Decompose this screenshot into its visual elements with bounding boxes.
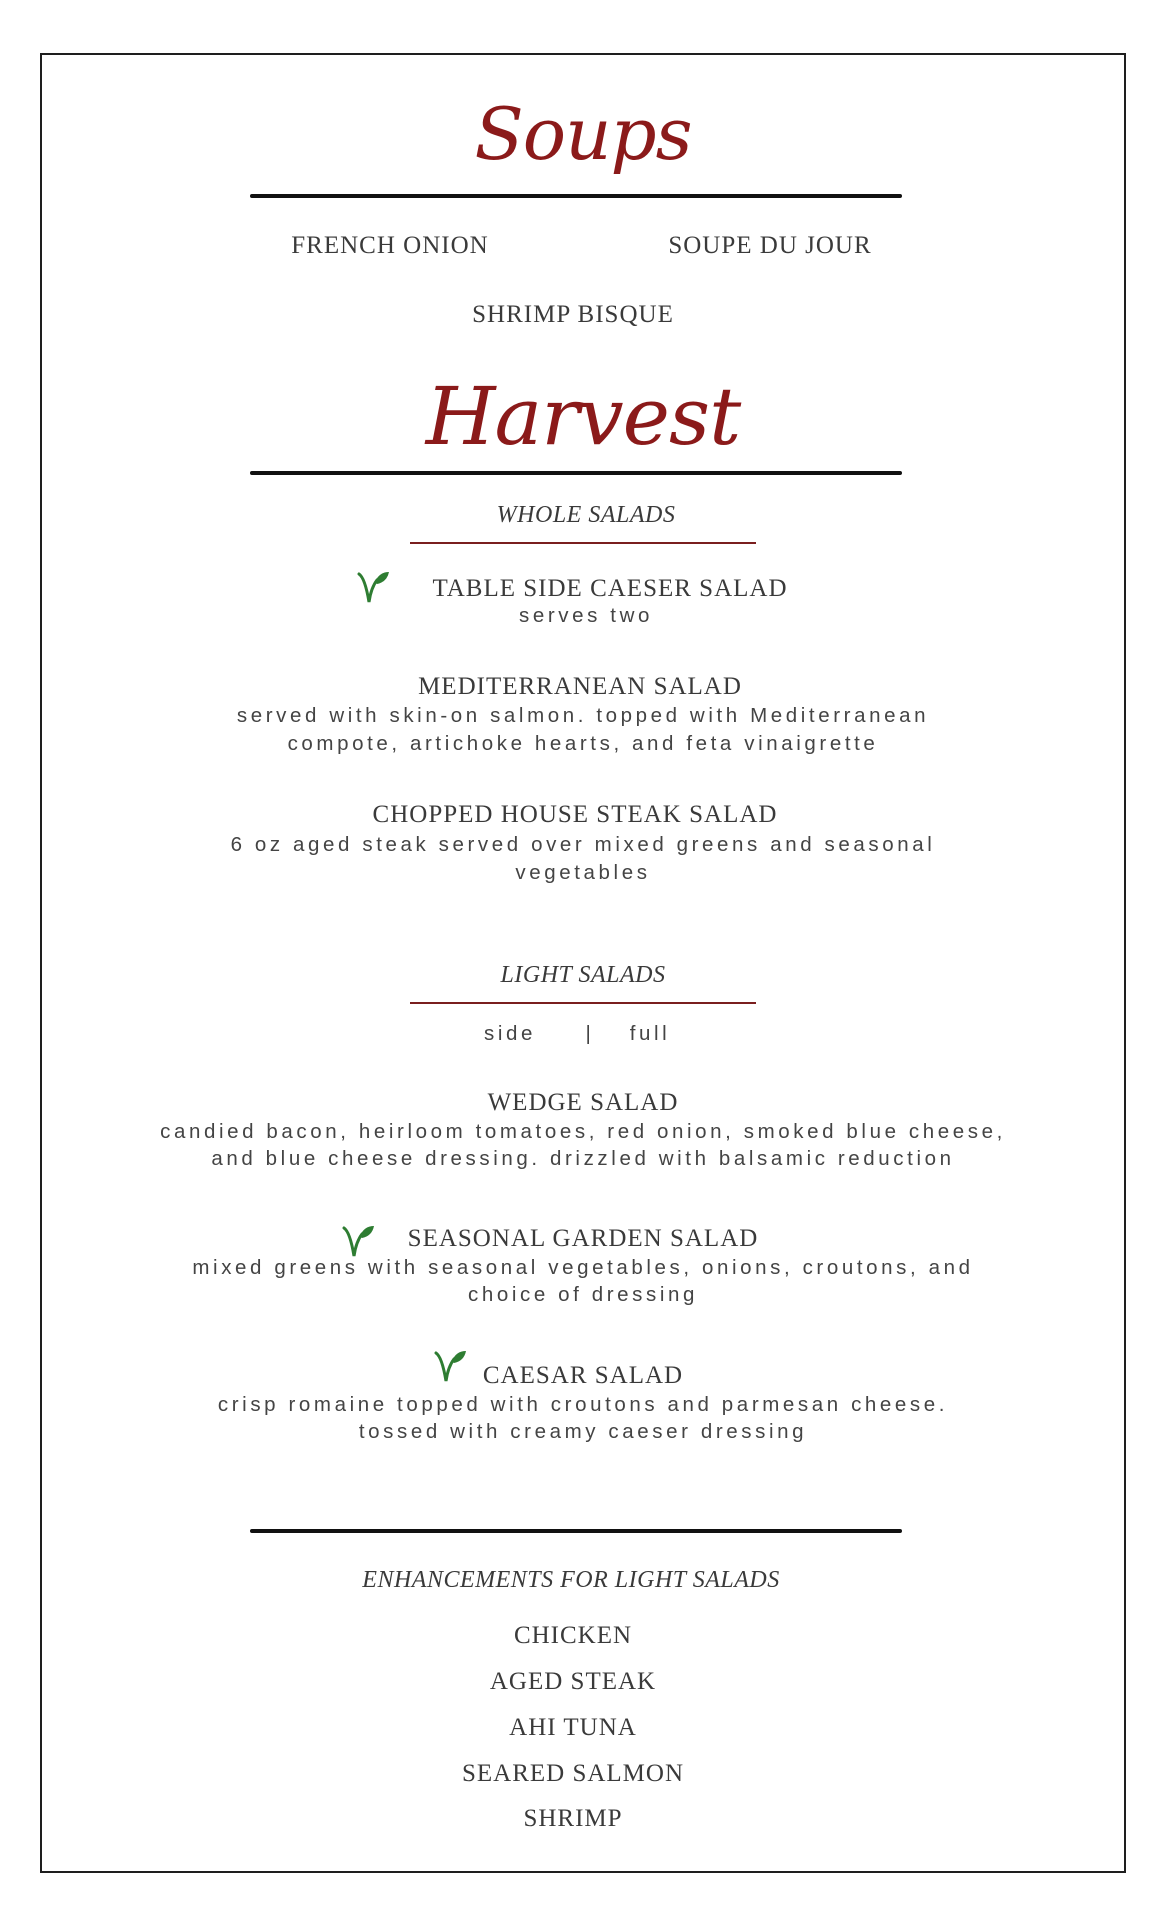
- harvest-title: Harvest: [425, 370, 741, 463]
- size-separator: |: [585, 1022, 595, 1045]
- harvest-divider: [250, 471, 902, 475]
- enhancements-divider: [250, 1529, 902, 1533]
- size-full: full: [629, 1022, 671, 1045]
- seasonal-garden-desc-line2: choice of dressing: [467, 1283, 699, 1306]
- table-side-caeser-desc: serves two: [519, 604, 653, 627]
- caesar-desc-line2: tossed with creamy caeser dressing: [358, 1420, 808, 1443]
- chopped-house-steak-salad: CHOPPED HOUSE STEAK SALAD: [372, 801, 778, 828]
- seasonal-garden-salad: SEASONAL GARDEN SALAD: [407, 1225, 759, 1252]
- table-side-caeser-salad: TABLE SIDE CAESER SALAD: [432, 575, 788, 602]
- soup-shrimp-bisque: SHRIMP BISQUE: [472, 301, 674, 328]
- wedge-desc-line1: candied bacon, heirloom tomatoes, red onion, smoked blue cheese,: [160, 1120, 1006, 1143]
- size-side: side: [483, 1022, 536, 1045]
- mediterranean-salad: MEDITERRANEAN SALAD: [418, 673, 742, 700]
- chopped-steak-desc-line2: vegetables: [515, 861, 651, 884]
- mediterranean-desc-line2: compote, artichoke hearts, and feta vinaigrette: [287, 732, 879, 755]
- enhancements-heading: ENHANCEMENTS FOR LIGHT SALADS: [362, 1567, 780, 1593]
- caesar-desc-line1: crisp romaine topped with croutons and parmesan cheese.: [217, 1393, 949, 1416]
- enhancement-chicken: CHICKEN: [513, 1622, 633, 1649]
- enhancement-seared-salmon: SEARED SALMON: [461, 1760, 685, 1787]
- light-salads-heading: LIGHT SALADS: [500, 962, 666, 988]
- whole-salads-heading: WHOLE SALADS: [496, 502, 676, 528]
- caesar-salad: CAESAR SALAD: [482, 1362, 684, 1389]
- soup-du-jour: SOUPE DU JOUR: [668, 232, 872, 259]
- chopped-steak-desc-line1: 6 oz aged steak served over mixed greens and seasonal: [230, 833, 936, 856]
- enhancement-ahi-tuna: AHI TUNA: [509, 1714, 637, 1741]
- seasonal-garden-desc-line1: mixed greens with seasonal vegetables, onions, croutons, and: [192, 1256, 974, 1279]
- soups-title: Soups: [474, 92, 692, 176]
- wedge-salad: WEDGE SALAD: [487, 1089, 679, 1116]
- enhancement-shrimp: SHRIMP: [523, 1805, 623, 1832]
- light-salads-underline: [410, 1002, 756, 1004]
- enhancement-aged-steak: AGED STEAK: [489, 1668, 657, 1695]
- mediterranean-desc-line1: served with skin-on salmon. topped with Mediterranean: [236, 704, 930, 727]
- whole-salads-underline: [410, 542, 756, 544]
- wedge-desc-line2: and blue cheese dressing. drizzled with balsamic reduction: [211, 1147, 955, 1170]
- soup-french-onion: FRENCH ONION: [291, 232, 489, 259]
- soups-divider: [250, 194, 902, 198]
